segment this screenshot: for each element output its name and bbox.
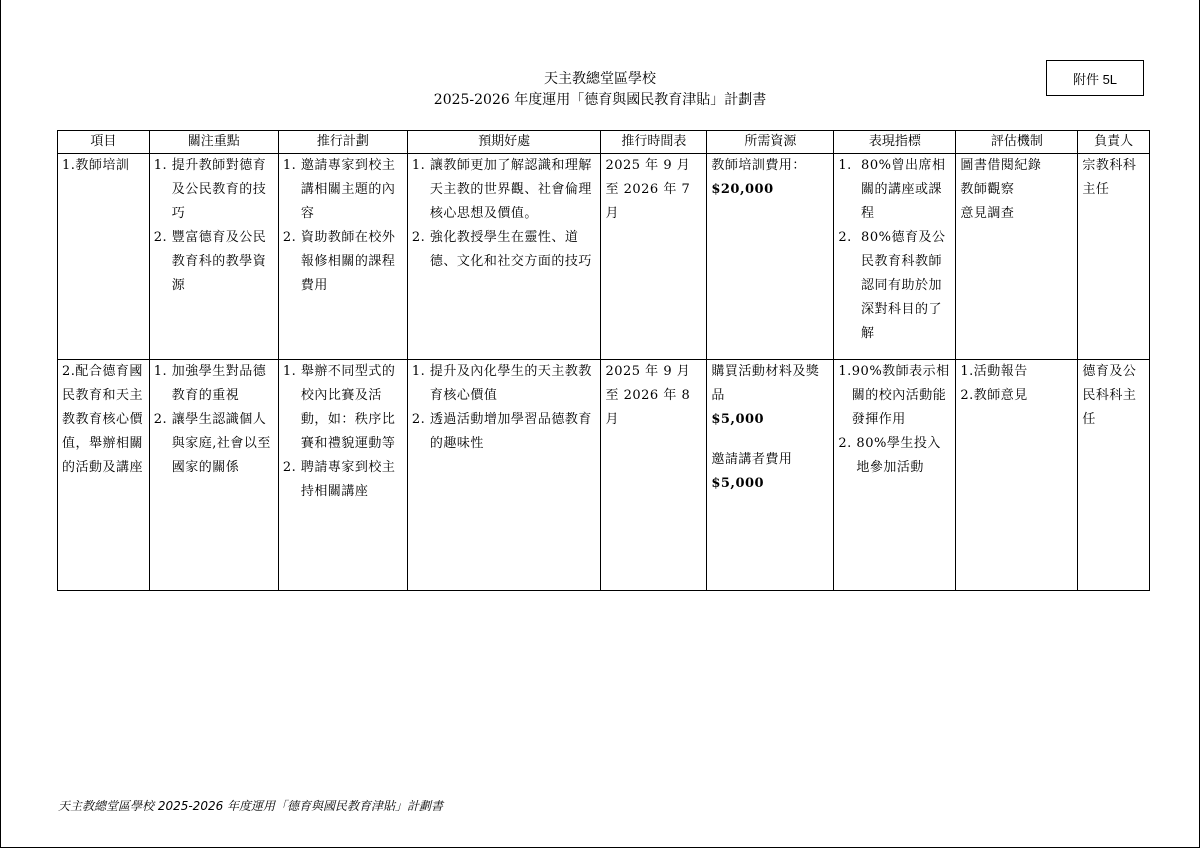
page-footer: 天主教總堂區學校 2025-2026 年度運用「德育與國民教育津貼」計劃書 — [58, 799, 444, 813]
indicators-cell — [834, 154, 956, 360]
evaluation-item: 1.活動報告 — [960, 364, 1028, 379]
indicators-cell — [834, 360, 956, 591]
header-cell: 推行計劃 — [278, 131, 407, 154]
benefit-cell — [407, 360, 601, 591]
list-item: 1. 舉辦不同型式的校內比賽及活動，如：秩序比賽和禮貌運動等 — [282, 364, 396, 451]
benefit-cell — [407, 154, 601, 360]
evaluation-item: 圖書借閱紀錄 — [960, 158, 1042, 173]
resource-label: 教師培訓費用： — [711, 158, 806, 173]
focus-cell — [149, 154, 278, 360]
list-item: 1. 讓教師更加了解認識和理解天主教的世界觀、社會倫理核心思想及價值。 — [411, 158, 592, 221]
list-item: 2. 豐富德育及公民教育科的教學資源 — [153, 230, 267, 293]
list-item: 2. 透過活動增加學習品德教育的趣味性 — [411, 412, 592, 451]
list-item: 1. 邀請專家到校主講相關主題的內容 — [282, 158, 396, 221]
list-item: 1. 提升教師對德育及公民教育的技巧 — [153, 158, 267, 221]
list-item: 2. 強化教授學生在靈性、道德、文化和社交方面的技巧 — [411, 230, 592, 269]
list-item: 2. 讓學生認識個人與家庭,社會以至國家的關係 — [153, 412, 271, 475]
responsible-cell: 德育及公民科科主任 — [1078, 360, 1150, 591]
annex-label: 附件 5L — [1046, 60, 1144, 96]
evaluation-item: 意見調查 — [960, 206, 1015, 221]
resource-label: 邀請講者費用 — [711, 452, 793, 467]
evaluation-item: 教師觀察 — [960, 182, 1015, 197]
header-cell: 評估機制 — [956, 131, 1078, 154]
resources-cell — [707, 154, 834, 360]
header-cell: 預期好處 — [407, 131, 601, 154]
document-title: 2025-2026 年度運用「德育與國民教育津貼」計劃書 — [433, 92, 767, 108]
list-item: 2. 80%學生投入地參加活動 — [838, 436, 941, 475]
plan-table — [57, 130, 1150, 591]
plan-cell — [278, 360, 407, 591]
list-item: 2. 聘請專家到校主持相關講座 — [282, 460, 396, 499]
list-item: 1. 80%曾出席相關的講座或課程 — [838, 158, 946, 221]
item-cell: 2.配合德育國民教育和天主教教育核心價值，舉辦相關的活動及講座 — [58, 360, 150, 591]
table-row — [58, 360, 1150, 591]
header-cell: 推行時間表 — [601, 131, 707, 154]
school-name: 天主教總堂區學校 — [544, 71, 656, 87]
header-cell: 表現指標 — [834, 131, 956, 154]
item-cell: 1.教師培訓 — [58, 154, 150, 360]
header-cell: 項目 — [58, 131, 150, 154]
header-cell: 負責人 — [1078, 131, 1150, 154]
evaluation-cell — [956, 360, 1078, 591]
focus-cell — [149, 360, 278, 591]
schedule-cell: 2025 年 9 月至 2026 年 7 月 — [601, 154, 707, 360]
list-item: 1. 加強學生對品德教育的重視 — [153, 364, 267, 403]
evaluation-item: 2.教師意見 — [960, 388, 1028, 403]
header-cell: 關注重點 — [149, 131, 278, 154]
responsible-cell: 宗教科科主任 — [1078, 154, 1150, 360]
list-item: 2. 資助教師在校外報修相關的課程費用 — [282, 230, 396, 293]
schedule-cell: 2025 年 9 月至 2026 年 8 月 — [601, 360, 707, 591]
list-item: 1. 提升及內化學生的天主教教育核心價值 — [411, 364, 592, 403]
list-item: 1. 90%教師表示相關的校內活動能發揮作用 — [838, 364, 950, 427]
resource-amount: $5,000 — [711, 476, 765, 491]
header-row — [58, 131, 1150, 154]
plan-cell — [278, 154, 407, 360]
table-row — [58, 154, 1150, 360]
resource-amount: $5,000 — [711, 412, 765, 427]
resource-amount: $20,000 — [711, 182, 774, 197]
list-item: 2. 80%德育及公民教育科教師認同有助於加深對科目的了解 — [838, 230, 946, 341]
header-cell: 所需資源 — [707, 131, 834, 154]
resources-cell — [707, 360, 834, 591]
resource-label: 購買活動材料及獎品 — [711, 364, 820, 403]
evaluation-cell — [956, 154, 1078, 360]
